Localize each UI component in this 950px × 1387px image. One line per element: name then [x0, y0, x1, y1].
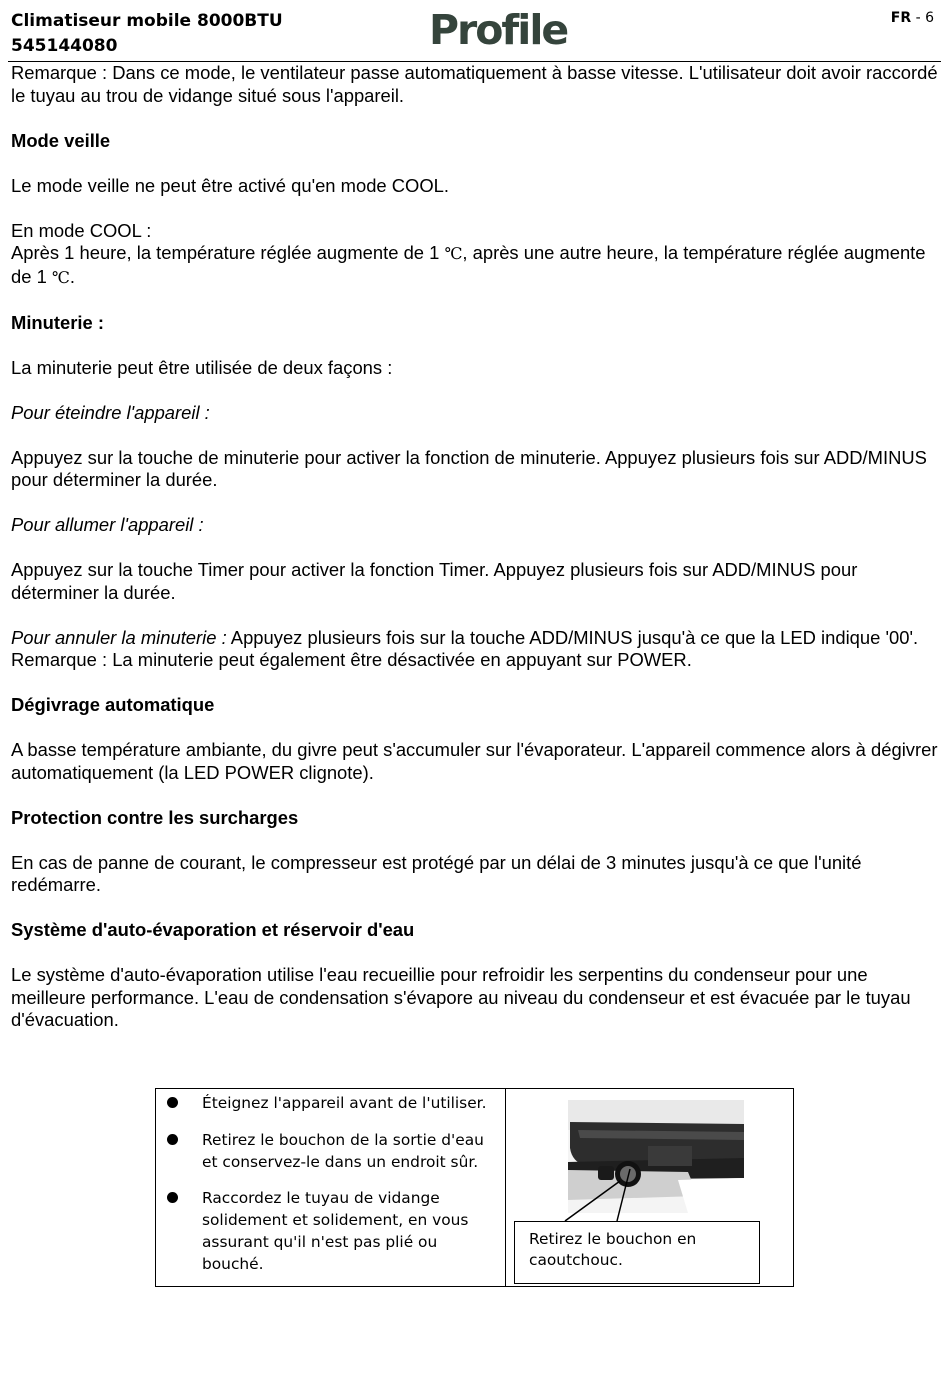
paragraph-remark: Remarque : Dans ce mode, le ventilateur passe automatiquement à basse vitesse. L'utilisateur doit avoir raccordé le tuyau au trou de vidange situé sous l'appareil. [11, 62, 938, 106]
paragraph-sleep-intro: Le mode veille ne peut être activé qu'en mode COOL. [11, 174, 449, 196]
instruction-item [156, 1187, 505, 1275]
paragraph-timer-intro: La minuterie peut être utilisée de deux façons : [11, 356, 393, 378]
document-body [11, 62, 941, 1054]
instruction-text: Raccordez le tuyau de vidange solidement et solidement, en vous assurant qu'il n'est pas plié ou bouché. [202, 1189, 469, 1273]
heading-auto-evaporation: Système d'auto-évaporation et réservoir d'eau [11, 919, 415, 940]
degree-celsius-symbol: ℃ [51, 267, 70, 287]
bullet-icon [167, 1134, 178, 1145]
paragraph-auto-evaporation: Le système d'auto-évaporation utilise l'eau recueillie pour refroidir les serpentins du condenseur pour une meilleure performance. L'eau de condensation s'évapore au niveau du condenseur et est évacuée par le tuyau d'évacuation. [11, 964, 911, 1030]
subheading-timer-on: Pour allumer l'appareil : [11, 514, 204, 535]
product-reference: 545144080 [11, 36, 118, 56]
bullet-icon [167, 1097, 178, 1108]
callout-remove-rubber-plug [514, 1221, 760, 1284]
page-separator: - [911, 10, 926, 26]
paragraph-timer-on: Appuyez sur la touche Timer pour activer la fonction Timer. Appuyez plusieurs fois sur ADD/MINUS pour déterminer la durée. [11, 559, 858, 603]
subheading-timer-off: Pour éteindre l'appareil : [11, 401, 210, 423]
paragraph-timer-cancel [11, 627, 941, 672]
instruction-item [156, 1129, 505, 1173]
page-header [0, 0, 950, 64]
instruction-text: Éteignez l'appareil avant de l'utiliser. [202, 1094, 487, 1112]
instruction-list [156, 1089, 505, 1275]
page-number [891, 10, 934, 26]
document-title [11, 9, 283, 59]
page-number-value: 6 [925, 10, 934, 26]
callout-text: Retirez le bouchon en caoutchouc. [529, 1230, 697, 1269]
heading-timer: Minuterie : [11, 311, 104, 333]
paragraph-sleep-cool [11, 220, 941, 290]
paragraph-overload-protection: En cas de panne de courant, le compresseur est protégé par un délai de 3 minutes jusqu'à ce que l'unité redémarre. [11, 851, 862, 895]
subheading-timer-cancel: Pour annuler la minuterie : [11, 626, 227, 648]
drain-instructions-box [155, 1088, 794, 1287]
degree-celsius-symbol: ℃ [444, 244, 463, 263]
callout-leader-line [565, 1181, 620, 1221]
callout-leader-line [617, 1169, 630, 1221]
instruction-item [156, 1092, 505, 1114]
instruction-text: Retirez le bouchon de la sortie d'eau et conservez-le dans un endroit sûr. [202, 1131, 484, 1171]
timer-cancel-text: Appuyez plusieurs fois sur la touche ADD/MINUS jusqu'à ce que la LED indique '00'. Remarque : La minuterie peut également être désactivée en appuyant sur POWER. [11, 626, 919, 670]
heading-sleep-mode: Mode veille [11, 129, 111, 151]
paragraph-timer-off: Appuyez sur la touche de minuterie pour activer la fonction de minuterie. Appuyez plusieurs fois sur ADD/MINUS pour déterminer la durée. [11, 446, 927, 490]
product-name: Climatiseur mobile 8000BTU [11, 11, 283, 31]
sleep-cool-label: En mode COOL : [11, 219, 152, 241]
sleep-cool-text-2: , après une autre heure, la température réglée augmente de 1 [11, 242, 926, 287]
paragraph-defrost: A basse température ambiante, du givre peut s'accumuler sur l'évaporateur. L'appareil commence alors à dégivrer automatiquement (la LED POWER clignote). [11, 739, 938, 783]
language-code: FR [890, 10, 912, 26]
sleep-cool-text-1: Après 1 heure, la température réglée augmente de 1 [11, 242, 445, 263]
brand-logo: Profile [429, 6, 568, 54]
bullet-icon [167, 1192, 178, 1203]
heading-overload-protection: Protection contre les surcharges [11, 806, 299, 828]
sleep-cool-text-3: . [69, 265, 75, 287]
heading-defrost: Dégivrage automatique [11, 694, 215, 715]
